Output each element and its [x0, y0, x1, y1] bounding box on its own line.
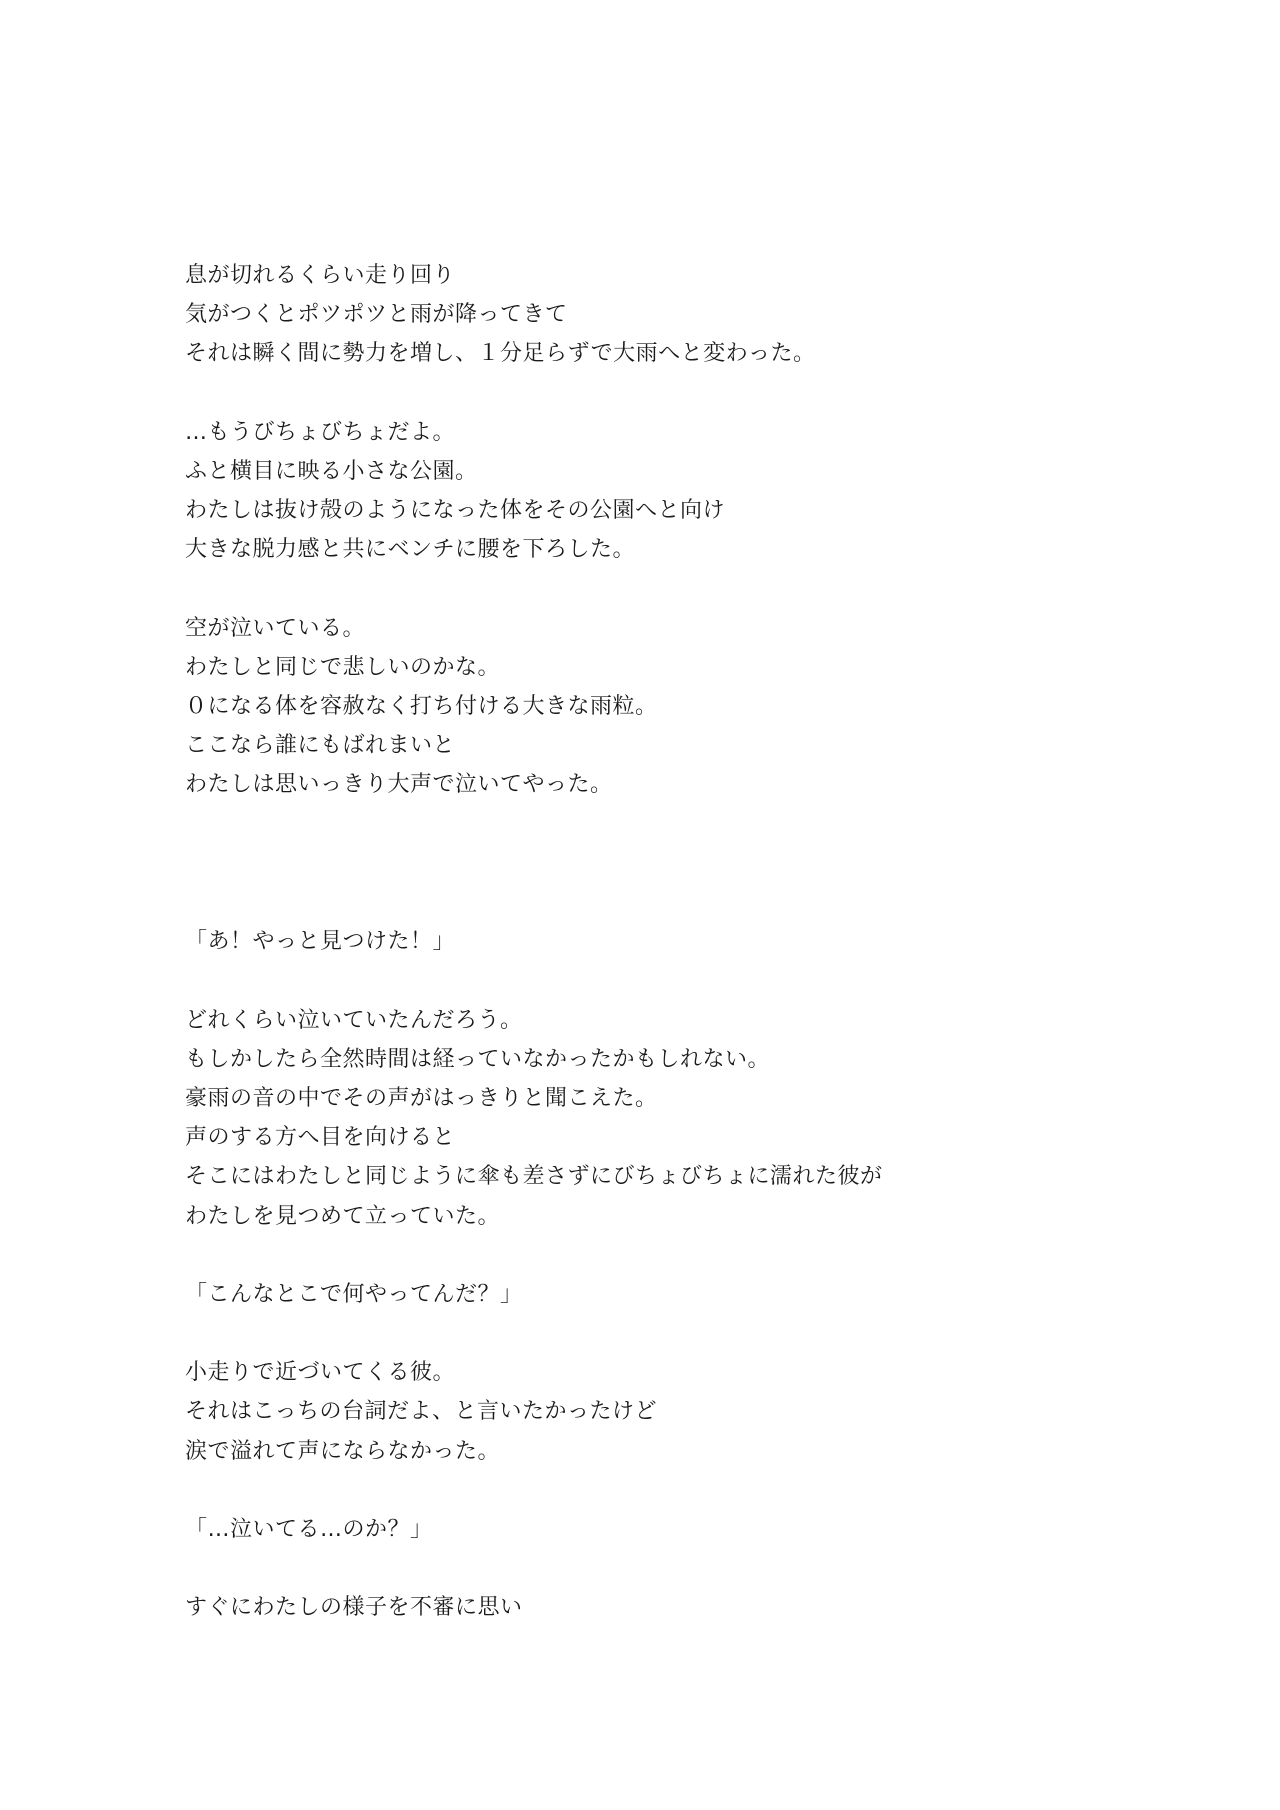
text-line: それは瞬く間に勢力を増し、１分足らずで大雨へと変わった。	[185, 341, 816, 367]
text-line: 豪雨の音の中でその声がはっきりと聞こえた。	[185, 1085, 658, 1111]
paragraph-gap	[185, 374, 1185, 413]
paragraph	[185, 1588, 1185, 1627]
story-text	[185, 256, 1185, 1628]
paragraph-gap	[185, 1549, 1185, 1588]
text-line: どれくらい泣いていたんだろう。	[185, 1007, 523, 1033]
text-line: わたしは抜け殻のようになった体をその公園へと向け	[185, 498, 726, 524]
text-line: 空が泣いている。	[185, 615, 366, 641]
text-line: ふと横目に映る小さな公園。	[185, 458, 478, 484]
text-line: ここなら誰にもばれまいと	[185, 733, 456, 759]
paragraph	[185, 256, 1185, 374]
text-line: 気がつくとポツポツと雨が降ってきて	[185, 302, 568, 328]
paragraph	[185, 1275, 1185, 1314]
paragraph	[185, 922, 1185, 961]
text-line: それはこっちの台詞だよ、と言いたかったけど	[185, 1399, 658, 1425]
paragraph-gap	[185, 570, 1185, 609]
dialogue-line: 「こんなとこで何やってんだ？」	[185, 1281, 523, 1307]
text-line: 小走りで近づいてくる彼。	[185, 1360, 456, 1386]
text-line: わたしと同じで悲しいのかな。	[185, 654, 501, 680]
paragraph	[185, 413, 1185, 570]
text-line: もしかしたら全然時間は経っていなかったかもしれない。	[185, 1046, 771, 1072]
text-line: 涙で溢れて声にならなかった。	[185, 1438, 501, 1464]
text-line: そこにはわたしと同じように傘も差さずにびちょびちょに濡れた彼が	[185, 1164, 883, 1190]
paragraph-gap	[185, 1314, 1185, 1353]
text-line: 声のする方へ目を向けると	[185, 1125, 456, 1151]
paragraph	[185, 1001, 1185, 1236]
text-line: ０になる体を容赦なく打ち付ける大きな雨粒。	[185, 694, 658, 720]
paragraph-gap	[185, 961, 1185, 1000]
dialogue-line: 「…泣いてる…のか？」	[185, 1517, 433, 1543]
text-line: 息が切れるくらい走り回り	[185, 263, 456, 288]
paragraph-gap	[185, 1471, 1185, 1510]
text-line: …もうびちょびちょだよ。	[185, 419, 456, 445]
paragraph	[185, 609, 1185, 805]
text-line: すぐにわたしの様子を不審に思い	[185, 1595, 523, 1621]
text-line: 大きな脱力感と共にベンチに腰を下ろした。	[185, 537, 636, 563]
paragraph	[185, 1510, 1185, 1549]
paragraph	[185, 1353, 1185, 1471]
text-line: わたしは思いっきり大声で泣いてやった。	[185, 772, 613, 798]
text-line: わたしを見つめて立っていた。	[185, 1203, 501, 1229]
dialogue-line: 「あ！やっと見つけた！」	[185, 929, 456, 955]
paragraph-gap	[185, 1236, 1185, 1275]
scene-break	[185, 805, 1185, 923]
